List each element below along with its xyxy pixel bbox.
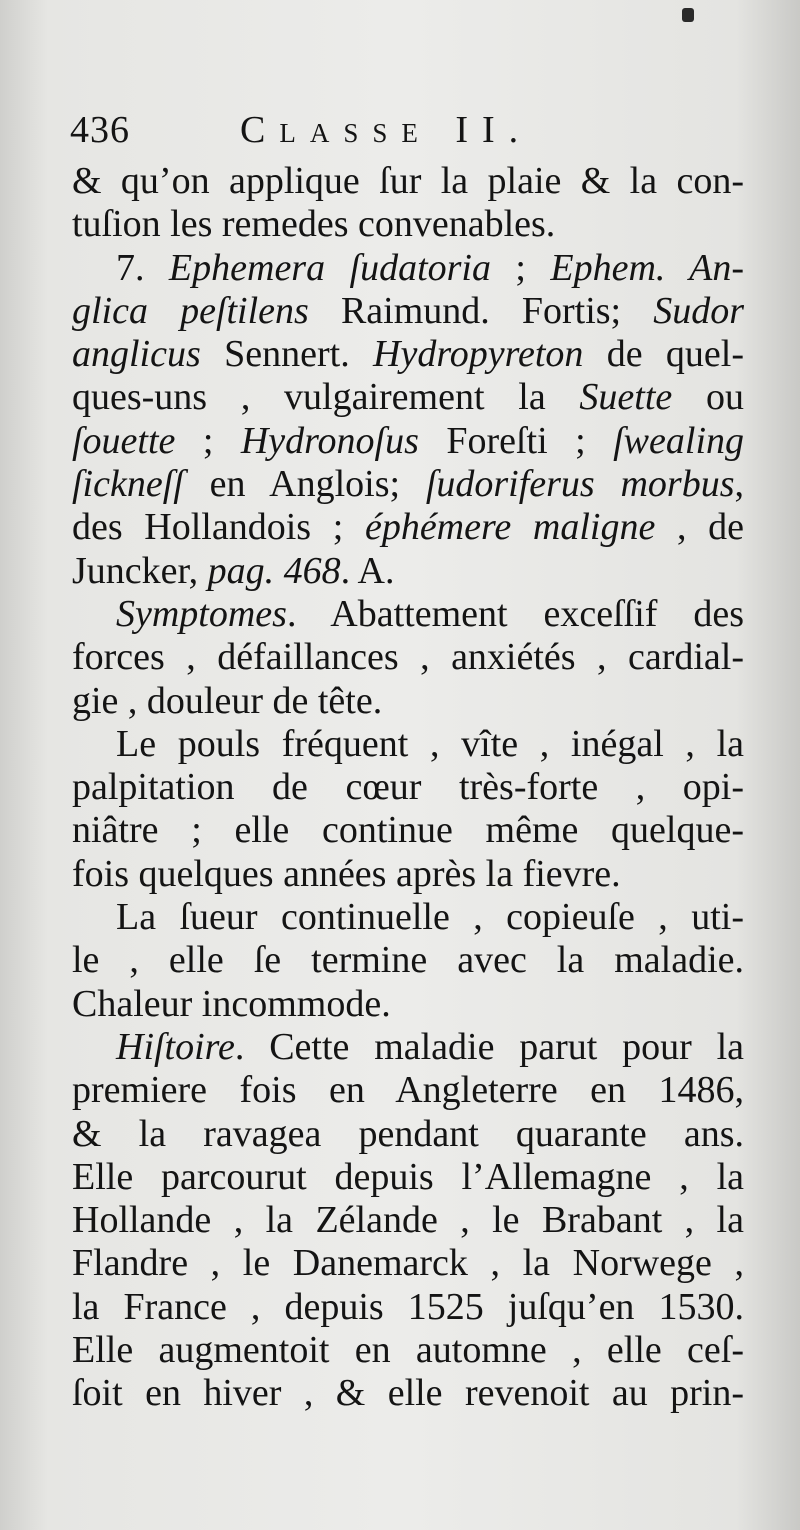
text-segment: & la ravagea pendant quarante ans. [72, 1112, 744, 1155]
text-line [72, 1069, 744, 1112]
text-line [72, 1199, 744, 1242]
text-segment: Chaleur incommode. [72, 982, 391, 1025]
text-segment: ou [672, 376, 744, 419]
italic-segment: Sudor [653, 289, 744, 332]
text-segment: Sennert. [200, 333, 374, 376]
text-segment: la France , depuis 1525 juſqu’en 1530. [72, 1285, 744, 1328]
text-segment: Raimund. Fortis; [308, 289, 654, 332]
text-segment: Elle augmentoit en automne , elle ceſ- [72, 1329, 744, 1372]
text-line [72, 1329, 744, 1372]
text-segment: premiere fois en Angleterre en 1486, [72, 1069, 744, 1112]
ink-blot [682, 8, 694, 22]
text-segment: . A. [340, 549, 395, 592]
body-text [72, 160, 744, 1416]
italic-segment: Ephem. An- [550, 246, 744, 289]
italic-segment: anglicus [72, 333, 201, 376]
text-line [72, 1372, 744, 1415]
italic-segment: ſwealing [613, 419, 744, 462]
italic-segment: Hydropyreton [373, 333, 584, 376]
text-line [72, 853, 744, 896]
text-segment: Foreſti ; [418, 419, 614, 462]
text-segment: niâtre ; elle continue même quelque- [72, 809, 744, 852]
italic-segment: ſouette [72, 419, 176, 462]
text-segment: , [734, 463, 744, 506]
italic-segment: glica peſtilens [72, 289, 309, 332]
text-segment: gie , douleur de tête. [72, 679, 383, 722]
text-line [72, 1026, 744, 1069]
text-segment: de quel- [583, 333, 744, 376]
text-segment: Hollande , la Zélande , le Brabant , la [72, 1199, 744, 1242]
italic-segment: Hydronoſus [240, 419, 419, 462]
text-line [72, 247, 744, 290]
text-segment: le , elle ſe termine avec la maladie. [72, 939, 744, 982]
italic-segment: éphémere maligne [364, 506, 656, 549]
italic-segment: Ephemera ſudatoria [168, 246, 491, 289]
text-line [72, 1242, 744, 1285]
italic-segment: pag. 468 [207, 549, 341, 592]
text-line [72, 939, 744, 982]
text-segment: des Hollandois ; [72, 506, 365, 549]
italic-segment: ſudoriferus morbus [425, 463, 735, 506]
text-line [72, 333, 744, 376]
text-line [72, 203, 744, 246]
text-line [72, 160, 744, 203]
page-header [70, 108, 760, 158]
text-segment: . Cette maladie parut pour la [234, 1025, 744, 1068]
text-line [72, 896, 744, 939]
text-line [72, 766, 744, 809]
italic-segment: Symptomes [116, 592, 287, 635]
text-segment: La ſueur continuelle , copieuſe , uti- [116, 896, 744, 939]
text-segment: ; [175, 419, 241, 462]
text-line [72, 463, 744, 506]
text-segment: ſoit en hiver , & elle revenoit au prin- [72, 1372, 744, 1415]
text-segment: , de [655, 506, 744, 549]
text-line [72, 1286, 744, 1329]
text-line [72, 636, 744, 679]
text-line [72, 420, 744, 463]
text-segment: ; [490, 246, 551, 289]
text-segment: forces , défaillances , anxiétés , cardial- [72, 636, 744, 679]
text-segment: fois quelques années après la fievre. [72, 852, 621, 895]
text-segment: ques-uns , vulgairement la [72, 376, 580, 419]
text-line [72, 506, 744, 549]
text-segment: . Abattement exceſſif des [286, 592, 744, 635]
text-segment: 7. [116, 246, 169, 289]
text-segment: Flandre , le Danemarck , la Norwege , [72, 1242, 744, 1285]
italic-segment: Hiſtoire [116, 1025, 235, 1068]
page-number: 436 [70, 109, 130, 151]
text-line [72, 550, 744, 593]
text-line [72, 290, 744, 333]
italic-segment: ſickneſſ [72, 463, 184, 506]
text-segment: & qu’on applique ſur la plaie & la con- [72, 160, 744, 202]
text-segment: Elle parcourut depuis l’Allemagne , la [72, 1155, 744, 1198]
text-line [72, 1156, 744, 1199]
text-line [72, 723, 744, 766]
text-line [72, 983, 744, 1026]
text-line [72, 376, 744, 419]
text-line [72, 809, 744, 852]
text-line [72, 593, 744, 636]
text-line [72, 680, 744, 723]
text-segment: tuſion les remedes convenables. [72, 203, 556, 246]
italic-segment: Suette [579, 376, 673, 419]
text-segment: Le pouls fréquent , vîte , inégal , la [116, 722, 744, 765]
text-line [72, 1113, 744, 1156]
text-segment: palpitation de cœur très-forte , opi- [72, 766, 744, 809]
running-title: Classe II. [240, 109, 533, 151]
text-segment: en Anglois; [183, 463, 426, 506]
text-segment: Juncker, [72, 549, 208, 592]
